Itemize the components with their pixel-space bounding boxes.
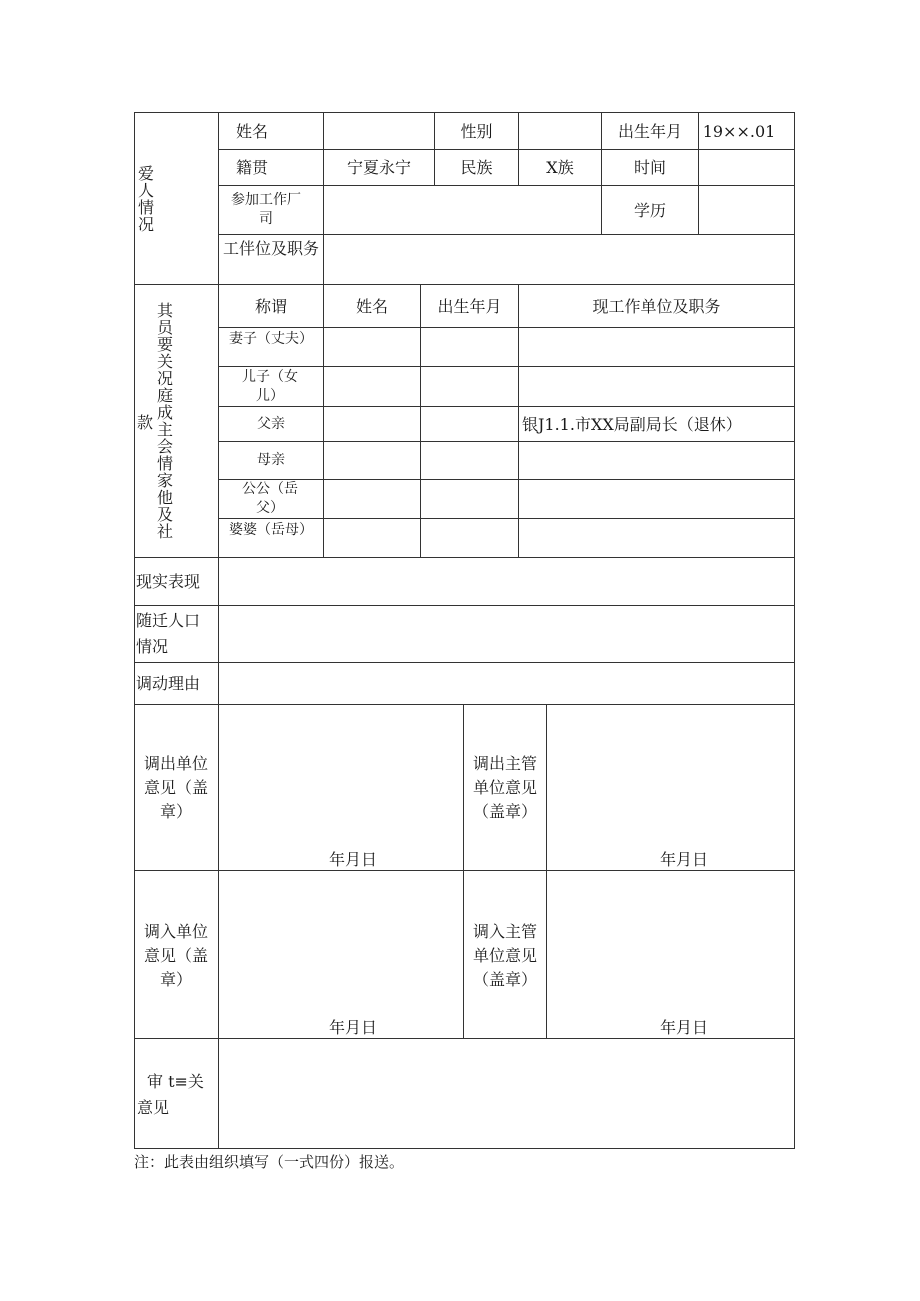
out-supervisor-opinion-field[interactable] — [547, 705, 794, 870]
spouse-birth-label: 出生年月 — [617, 121, 682, 141]
family-header-birth: 出生年月 — [437, 296, 502, 316]
family-header-relation: 称谓 — [254, 296, 287, 316]
spouse-native-label: 籍贯 — [235, 158, 268, 177]
family-name[interactable] — [324, 367, 420, 406]
out-unit-opinion-label: 调出单位意见（盖章） — [143, 754, 208, 821]
in-supervisor-opinion-field[interactable] — [547, 871, 794, 1038]
out-unit-date: 年月日 — [328, 849, 377, 869]
spouse-ethnic-label: 民族 — [460, 158, 493, 177]
family-unit[interactable]: 银J1.1.市XX局副局长（退休） — [522, 414, 742, 434]
family-unit[interactable] — [519, 442, 794, 479]
reason-label: 调动理由 — [136, 674, 201, 693]
family-birth[interactable] — [421, 367, 518, 406]
in-unit-date: 年月日 — [328, 1017, 377, 1037]
spouse-gender-label: 性别 — [460, 121, 493, 141]
in-unit-opinion-field[interactable] — [219, 871, 463, 1038]
family-relation: 母亲 — [257, 452, 285, 468]
spouse-section-label: 爱人情况 — [137, 163, 154, 234]
spouse-edu-label: 学历 — [633, 200, 666, 220]
approval-label: 审 t≡关意见 — [137, 1072, 204, 1117]
performance-value[interactable] — [219, 558, 794, 605]
spouse-gender-value[interactable] — [519, 113, 601, 149]
performance-label: 现实表现 — [136, 572, 201, 591]
family-birth[interactable] — [421, 442, 518, 479]
spouse-time-value[interactable] — [699, 150, 794, 185]
family-section-label: 其员要关况庭成主会情家他及社 — [156, 301, 173, 541]
family-name[interactable] — [324, 407, 420, 441]
family-relation: 婆婆（岳母） — [229, 521, 313, 538]
spouse-birth-value[interactable]: 19××.01 — [702, 121, 776, 141]
family-unit[interactable] — [519, 519, 794, 557]
family-unit[interactable] — [519, 328, 794, 366]
family-name[interactable] — [324, 519, 420, 557]
footnote: 注：此表由组织填写（一式四份）报送。 — [134, 1153, 405, 1171]
spouse-edu-value[interactable] — [699, 186, 794, 234]
out-unit-opinion-field[interactable] — [219, 705, 463, 870]
family-name[interactable] — [324, 442, 420, 479]
spouse-join-work-label: 参加工作厂司 — [231, 192, 301, 227]
col-divider — [463, 704, 464, 1039]
spouse-name-value[interactable] — [324, 113, 434, 149]
family-header-unit: 现工作单位及职务 — [592, 296, 721, 316]
spouse-ethnic-value[interactable]: X族 — [546, 158, 574, 177]
family-birth[interactable] — [421, 480, 518, 518]
family-name[interactable] — [324, 480, 420, 518]
out-supervisor-opinion-label: 调出主管单位意见（盖章） — [472, 754, 537, 821]
spouse-name-label: 姓名 — [235, 121, 268, 141]
family-unit[interactable] — [519, 480, 794, 518]
spouse-join-work-value[interactable] — [324, 186, 601, 234]
migrants-label: 随迁人口情况 — [136, 611, 201, 656]
family-section-label-extra: 款 — [136, 412, 153, 432]
family-birth[interactable] — [421, 519, 518, 557]
table-border-right — [794, 112, 795, 1149]
out-supervisor-date: 年月日 — [659, 849, 708, 869]
family-relation: 父亲 — [257, 415, 285, 432]
family-unit[interactable] — [519, 367, 794, 406]
family-relation: 儿子（女儿） — [242, 368, 298, 404]
family-birth[interactable] — [421, 407, 518, 441]
family-relation: 妻子（丈夫） — [229, 330, 313, 347]
table-border-bottom — [134, 1148, 795, 1149]
family-relation: 公公（岳父） — [242, 481, 298, 516]
family-header-name: 姓名 — [355, 296, 388, 316]
in-supervisor-date: 年月日 — [659, 1017, 708, 1037]
spouse-time-label: 时间 — [633, 158, 666, 177]
spouse-native-value[interactable]: 宁夏永宁 — [346, 158, 411, 177]
family-name[interactable] — [324, 328, 420, 366]
in-supervisor-opinion-label: 调入主管单位意见（盖章） — [472, 922, 537, 989]
spouse-position-value[interactable] — [324, 235, 794, 284]
migrants-value[interactable] — [219, 606, 794, 662]
in-unit-opinion-label: 调入单位意见（盖章） — [143, 922, 208, 989]
family-birth[interactable] — [421, 328, 518, 366]
reason-value[interactable] — [219, 663, 794, 704]
approval-value[interactable] — [219, 1039, 794, 1148]
spouse-position-label: 工伴位及职务 — [222, 238, 319, 258]
